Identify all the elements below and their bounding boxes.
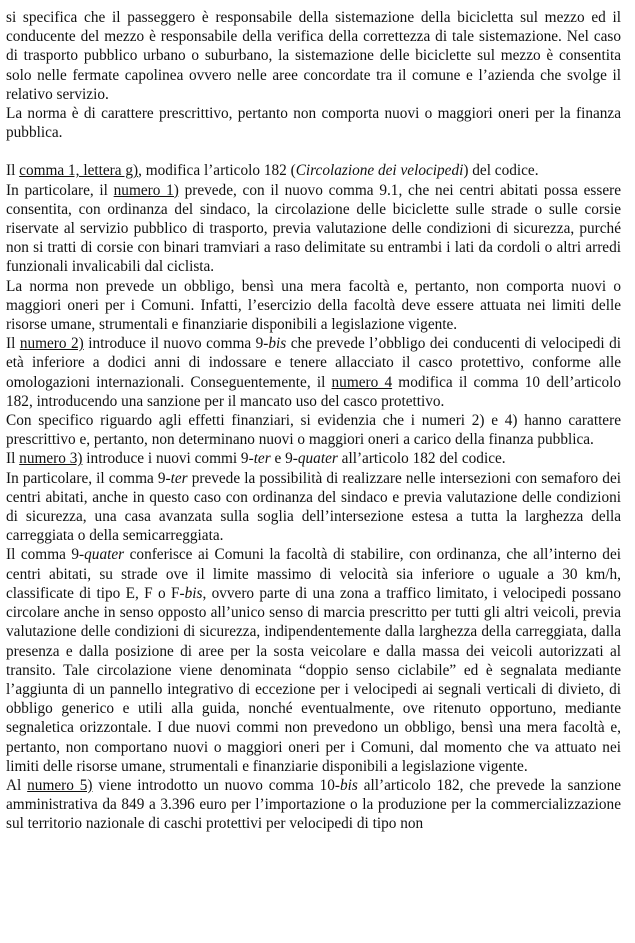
text-run: viene introdotto un nuovo comma 10-	[92, 776, 340, 794]
text-run: In particolare, il comma 9-	[6, 469, 171, 487]
body-paragraph-p2	[6, 104, 621, 142]
body-paragraph-p1	[6, 8, 621, 104]
paragraph-gap	[6, 142, 621, 161]
text-run: Il comma 9-	[6, 546, 85, 564]
body-paragraph-p6	[6, 334, 621, 411]
text-run: prevede la possibilità di realizzare nelle intersezioni con semaforo dei centri abitati, anche in questo caso con ordinanza del sindaco e previa valutazione delle condizioni di sicurezza, una casa avanzata sulla soglia dell’intersezione estesa a tutta la larghezza della carreggiata o della semicarreggiata.	[6, 469, 621, 545]
text-run: In particolare, il	[6, 181, 114, 199]
italic-term: ter	[170, 469, 188, 487]
text-run: si specifica che il passeggero è responsabile della sistemazione della bicicletta sul mezzo ed il conducente del mezzo è responsabile della verifica della correttezza di tale sistemazione. Nel caso di trasporto pubblico urbano o suburbano, la sistemazione delle biciclette sul mezzo è consentita solo nelle fermate capolinea ovvero nelle aree concordate tra il comune e l’azienda che svolge il relativo servizio.	[6, 9, 621, 103]
italic-term: quater	[84, 546, 125, 564]
italic-term: bis	[340, 776, 358, 794]
body-paragraph-p9	[6, 469, 621, 546]
underlined-reference: numero 4	[331, 373, 393, 391]
text-run: Il	[6, 162, 20, 180]
text-run: conferisce ai Comuni la facoltà di stabilire, con ordinanza, che all’interno dei centri abitati, su strade ove il limite massimo di velocità sia inferiore o uguale a 30 km/h, classificate di tipo E, F o F-	[6, 546, 621, 602]
underlined-reference: comma 1, lettera g)	[19, 162, 139, 180]
underlined-reference: numero 2)	[19, 335, 84, 353]
text-run: e 9-	[270, 450, 298, 468]
body-paragraph-p8	[6, 449, 621, 468]
underlined-reference: numero 1)	[113, 181, 179, 199]
text-run: Il	[6, 450, 20, 468]
italic-term: Circolazione dei velocipedi	[295, 162, 464, 180]
underlined-reference: numero 5)	[27, 776, 93, 794]
body-paragraph-p10	[6, 545, 621, 775]
body-paragraph-p4	[6, 181, 621, 277]
underlined-reference: numero 3)	[19, 450, 83, 468]
text-run: Il	[6, 335, 20, 353]
text-run: La norma non prevede un obbligo, bensì una mera facoltà e, pertanto, non comporta nuovi o maggiori oneri per i Comuni. Infatti, l’esercizio della facoltà deve essere attuata nei limiti delle risorse umane, strumentali e finanziarie disponibili a legislazione vigente.	[6, 277, 621, 334]
body-paragraph-p11	[6, 776, 621, 834]
text-run: all’articolo 182, che prevede la sanzione amministrativa da 849 a 3.396 euro per l’importazione o la produzione per la commercializzazione sul territorio nazionale di caschi protettivi per velocipedi di tipo non	[6, 776, 622, 833]
text-run: che prevede l’obbligo dei conducenti di velocipedi di età inferiore a dodici anni di indossare e tenere allacciato il casco protettivo, conforme alle omologazioni internazionali. Conseguentemente, il	[6, 335, 621, 391]
text-run: Con specifico riguardo agli effetti finanziari, si evidenzia che i numeri 2) e 4) hanno carattere prescrittivo e, pertanto, non determinano nuovi o maggiori oneri a carico della finanza pubblica.	[6, 412, 621, 449]
text-run: prevede, con il nuovo comma 9.1, che nei centri abitati possa essere consentita, con ordinanza del sindaco, la circolazione delle biciclette sulle strade o sulle corsie riservate al servizio pubblico di trasporto, previa valutazione delle condizioni di sicurezza, purché non si tratti di corsie con binari tramviari a raso delimitate su entrambi i lati da cordoli o altri arredi funzionali invalicabili dal ciclista.	[6, 181, 621, 276]
body-paragraph-p5	[6, 277, 621, 335]
italic-term: quater	[297, 450, 338, 468]
text-run: introduce il nuovo comma 9-	[83, 335, 269, 353]
body-paragraph-p3	[6, 161, 621, 180]
text-run: , ovvero parte di una zona a traffico limitato, i velocipedi possano circolare anche in senso opposto all’unico senso di marcia prescritto per tutti gli altri veicoli, previa valutazione delle condizioni di sicurezza, indipendentemente dalla larghezza della carreggiata, dalla presenza e dalla posizione di aree per la sosta veicolare e dalla massa dei veicoli autorizzati al transito. Tale circolazione viene denominata “doppio senso ciclabile” ed è segnalata mediante l’aggiunta di un pannello integrativo di eccezione per i velocipedi ai segnali verticali di divieto, di obbligo generico e utili alla guida, nonché eventualmente, ove ritenuto opportuno, mediante segnaletica orizzontale. I due nuovi commi non prevedono un obbligo, bensì una mera facoltà e, pertanto, non comportano nuovi o maggiori oneri per i Comuni, dal momento che va attuato nei limiti delle risorse umane, strumentali e finanziarie disponibili a legislazione vigente.	[6, 584, 622, 775]
text-run: introduce i nuovi commi 9-	[82, 450, 254, 468]
italic-term: bis	[268, 335, 287, 353]
body-paragraph-p7	[6, 411, 621, 449]
italic-term: bis	[184, 584, 203, 602]
text-run: La norma è di carattere prescrittivo, pertanto non comporta nuovi o maggiori oneri per la finanza pubblica.	[6, 105, 621, 142]
text-run: modifica il comma 10 dell’articolo 182, introducendo una sanzione per il mancato uso del casco protettivo.	[6, 373, 622, 410]
text-run: Al	[6, 776, 28, 794]
text-run: ) del codice.	[463, 162, 539, 180]
text-run: , modifica l’articolo 182 (	[138, 162, 296, 180]
italic-term: ter	[253, 450, 271, 468]
text-run: all’articolo 182 del codice.	[337, 450, 506, 468]
